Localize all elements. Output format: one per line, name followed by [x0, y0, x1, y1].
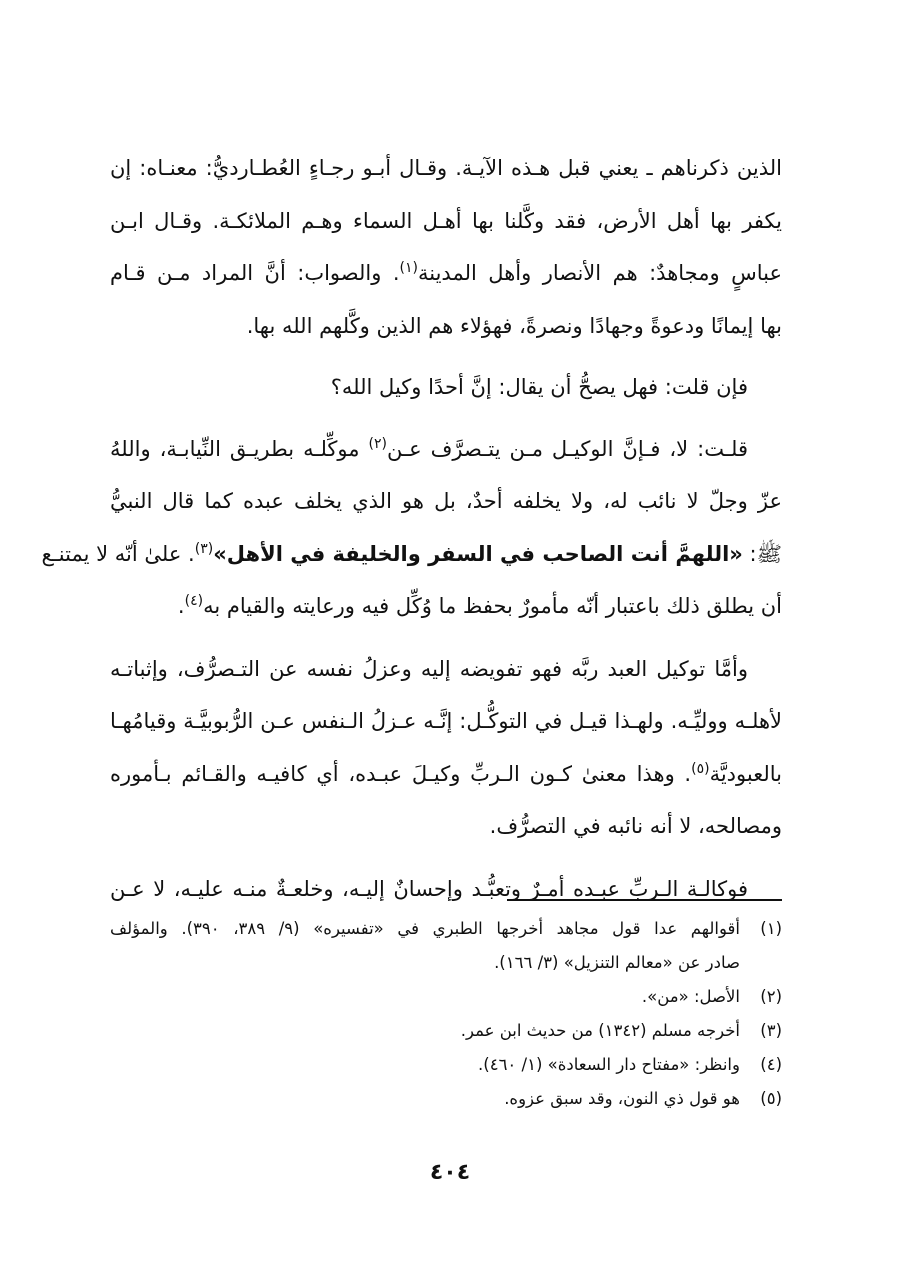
footnote-ref-3[interactable]: (٣)	[194, 540, 214, 557]
text-line: لأهلـه ووليِّـه. ولهـذا قيـل في التوكُّـل: إنَّـه عـزلُ الـنفس عـن الرُّبوبيَّـة وقيامُهـا	[110, 709, 782, 733]
footnote-5	[110, 1082, 782, 1116]
footnote-text	[110, 1048, 740, 1082]
footnote-number: (٣)	[760, 1021, 782, 1040]
text-line: ومصالحه، لا أنه نائبه في التصرُّف.	[489, 814, 782, 838]
text-line: وانظر: «مفتاح دار السعادة» (١/ ٤٦٠).	[478, 1055, 740, 1074]
footnote-text	[110, 1082, 740, 1116]
text-segment: موكِّلـه بطريـق النِّيابـة، واللهُ	[110, 436, 369, 461]
paragraph-3	[41, 423, 782, 633]
footnote-text	[110, 980, 740, 1014]
text-line: صادر عن «معالم التنزيل» (٣/ ١٦٦).	[494, 953, 740, 972]
text-segment: بالعبوديَّة	[709, 761, 782, 786]
footnote-text	[110, 912, 740, 980]
footnote-ref-4[interactable]: (٤)	[184, 593, 204, 609]
text-segment: أن يطلق ذلك باعتبار أنّه مأمورٌ بحفظ ما وُكِّل فيه ورعايته والقيام به	[203, 594, 782, 618]
text-line: الأصل: «من».	[641, 987, 740, 1006]
paragraph-2	[110, 361, 782, 414]
footnote-ref-1[interactable]: (١)	[399, 260, 418, 276]
hadith-quote: «اللهمَّ أنت الصاحب في السفر والخليفة في الأهل»	[213, 541, 743, 566]
text-line: فإن قلت: فهل يصحُّ أن يقال: إنَّ أحدًا وكيل الله؟	[330, 375, 748, 399]
footnote-2	[110, 980, 782, 1014]
footnote-number: (٤)	[760, 1055, 782, 1074]
footnote-number: (٢)	[760, 987, 782, 1006]
paragraph-1	[110, 142, 782, 352]
text-segment: ﷺ:	[742, 541, 782, 566]
text-line: الذين ذكرناهم ـ يعني قبل هـذه الآيـة. وقـال أبـو رجـاءٍ العُطـارديُّ: معنـاه: إن	[110, 156, 782, 180]
text-segment: قلـت: لا، فـإنَّ الوكيـل مـن يتـصرَّف عـن	[387, 436, 748, 461]
text-line	[41, 528, 782, 581]
text-segment: .	[177, 594, 185, 618]
text-segment: عباسٍ ومجاهدٌ: هم الأنصار وأهل المدينة	[417, 261, 782, 285]
text-line	[110, 748, 782, 801]
main-text	[41, 142, 782, 915]
text-line: فوكالـة الـربِّ عبـده أمـرٌ وتعبُّـد وإحسانٌ إليـه، وخلعـةٌ منـه عليـه، لا عـن	[110, 876, 748, 901]
text-line: بها إيمانًا ودعوةً وجهادًا ونصرةً، فهؤلاء هم الذين وكَّلهم الله بها.	[246, 313, 782, 338]
text-segment: . علىٰ أنّه لا يمتنـع	[41, 541, 195, 566]
footnote-4	[110, 1048, 782, 1082]
footnotes	[110, 912, 782, 1116]
text-segment: . والصواب: أنَّ المراد مـن قـام	[110, 261, 400, 285]
footnote-number: (٥)	[760, 1089, 782, 1108]
page-number: ٤٠٤	[429, 1160, 471, 1185]
footnote-ref-2[interactable]: (٢)	[368, 435, 387, 452]
text-line	[110, 247, 782, 300]
text-line: هو قول ذي النون، وقد سبق عزوه.	[504, 1089, 740, 1108]
text-line: أقوالهم عدا قول مجاهد أخرجها الطبري في «تفسيره» (٩/ ٣٨٩، ٣٩٠). والمؤلف	[110, 919, 740, 938]
footnote-text	[110, 1014, 740, 1048]
text-line	[110, 580, 782, 633]
paragraph-5	[110, 863, 782, 916]
text-line: يكفر بها أهل الأرض، فقد وكَّلنا بها أهـل السماء وهـم الملائكـة. وقـال ابـن	[110, 208, 782, 233]
paragraph-4	[110, 643, 782, 853]
text-line	[110, 423, 782, 476]
footnote-3	[110, 1014, 782, 1048]
footnote-number: (١)	[760, 919, 782, 938]
footnote-ref-5[interactable]: (٥)	[691, 760, 710, 777]
text-segment: . وهذا معنىٰ كـون الـربِّ وكيـلَ عبـده، أي كافيـه والقـائم بـأموره	[110, 761, 692, 786]
footnote-1	[110, 912, 782, 980]
text-line: عزّ وجلّ لا نائب له، ولا يخلفه أحدٌ، بل هو الذي يخلف عبده كما قال النبيُّ	[110, 489, 782, 513]
text-line: أخرجه مسلم (١٣٤٢) من حديث ابن عمر.	[460, 1021, 740, 1040]
footnote-separator	[507, 899, 782, 901]
text-line: وأمَّا توكيل العبد ربَّه فهو تفويضه إليه وعزلُ نفسه عن التـصرُّف، وإثباتـه	[110, 656, 748, 681]
